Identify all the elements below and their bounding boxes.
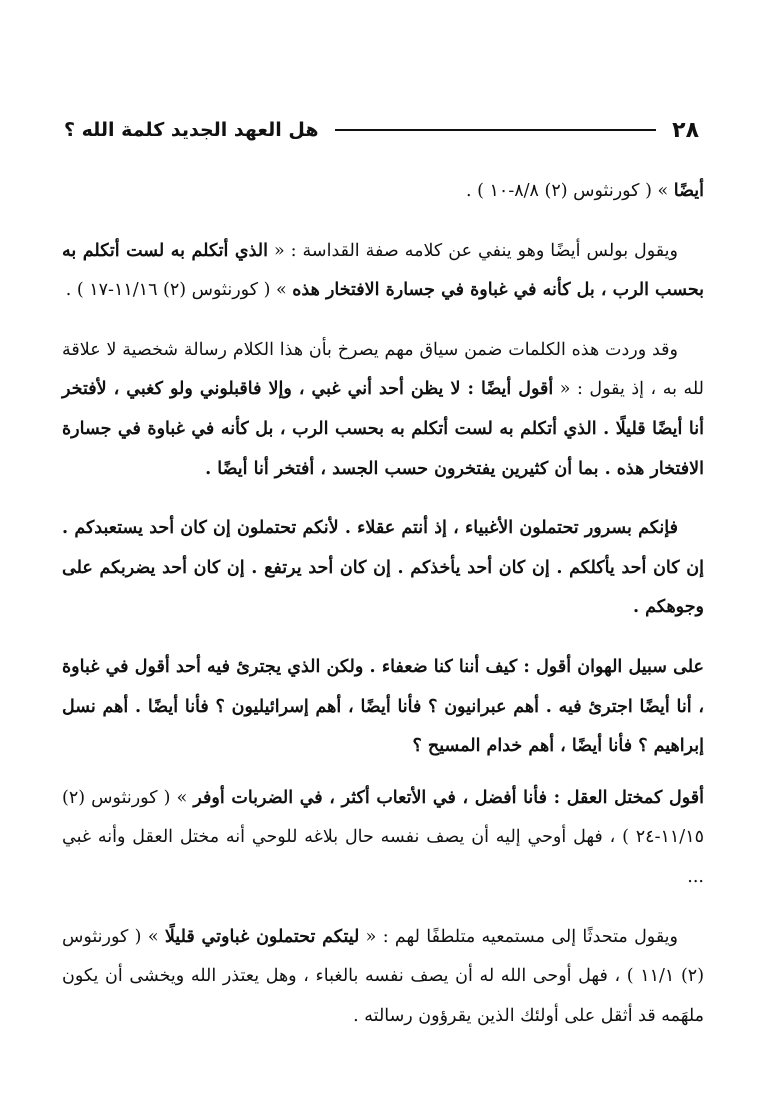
text-run: وقد وردت هذه الكلمات ضمن سياق مهم يصرخ بأن هذا الكلام رسالة شخصية لا علاقة لله به ، إذ يقول : « <box>62 339 704 400</box>
running-title: هل العهد الجديد كلمة الله ؟ <box>64 119 319 141</box>
paragraph <box>62 918 704 1037</box>
paragraph <box>62 331 704 489</box>
text-run: أقول أيضًا : لا يظن أحد أني غبي ، وإلا فاقبلوني ولو كغبي ، لأفتخر أنا أيضًا قليلًا . الذي أتكلم به لست أتكلم به بحسب الرب ، بل كأنه في غباوة في جسارة الافتخار هذه . بما أن كثيرين يفتخرون حسب الجسد ، أفتخر أنا أيضًا . <box>62 379 704 479</box>
text-run: » ( كورنثوس (٢) ١١/١٥-٢٤ ) ، فهل أوحي إليه أن يصف نفسه حال بلاغه للوحي أنه مختل العقل وأنه غبي ... <box>62 787 704 887</box>
text-run: على سبيل الهوان أقول : كيف أننا كنا ضعفاء . ولكن الذي يجترئ فيه أحد أقول في غباوة ، أنا أيضًا اجترئ فيه . أهم عبرانيون ؟ فأنا أيضًا ، أهم إسرائيليون ؟ فأنا أيضًا . أهم نسل إبراهيم ؟ فأنا أيضًا ، أهم خدام المسيح ؟ <box>62 656 704 757</box>
text-run: فإنكم بسرور تحتملون الأغبياء ، إذ أنتم عقلاء . لأنكم تحتملون إن كان أحد يستعبدكم . إن كان أحد يأكلكم . إن كان أحد يأخذكم . إن كان أحد يرتفع . إن كان أحد يضربكم على وجوهكم . <box>62 518 704 618</box>
text-run: ويقول بولس أيضًا وهو ينفي عن كلامه صفة القداسة : « <box>267 240 678 261</box>
text-run: الذي أتكلم به لست أتكلم به بحسب الرب ، بل كأنه في غباوة في جسارة الافتخار هذه <box>62 240 704 301</box>
paragraph <box>62 172 704 212</box>
text-run: ليتكم تحتملون غباوتي قليلًا <box>164 926 360 947</box>
text-run: أيضًا <box>673 181 704 201</box>
text-run: » ( كورنثوس (٢) ١١/١ ) ، فهل أوحى الله له أن يصف نفسه بالغباء ، وهل يعتذر الله ويخشى أن يكون ملهَمه قد أثقل على أولئك الذين يقرؤون رسالته . <box>62 926 705 1026</box>
text-run: » ( كورنثوس (٢) ١١/١٦-١٧ ) . <box>65 280 293 301</box>
page-number: ٢٨ <box>672 117 699 143</box>
paragraph <box>62 509 704 628</box>
paragraph <box>62 232 704 311</box>
page-header <box>64 112 699 148</box>
text-run: ويقول متحدثًا إلى مستمعيه متلطفًا لهم : « <box>359 926 678 947</box>
text-run: » ( كورنثوس (٢) ٨/٨-١٠ ) . <box>466 181 674 201</box>
text-run: أقول كمختل العقل : فأنا أفضل ، في الأتعاب أكثر ، في الضربات أوفر <box>193 787 704 808</box>
paragraph <box>62 648 704 767</box>
body-text <box>62 172 704 1056</box>
header-rule <box>335 129 657 131</box>
paragraph <box>62 779 704 898</box>
